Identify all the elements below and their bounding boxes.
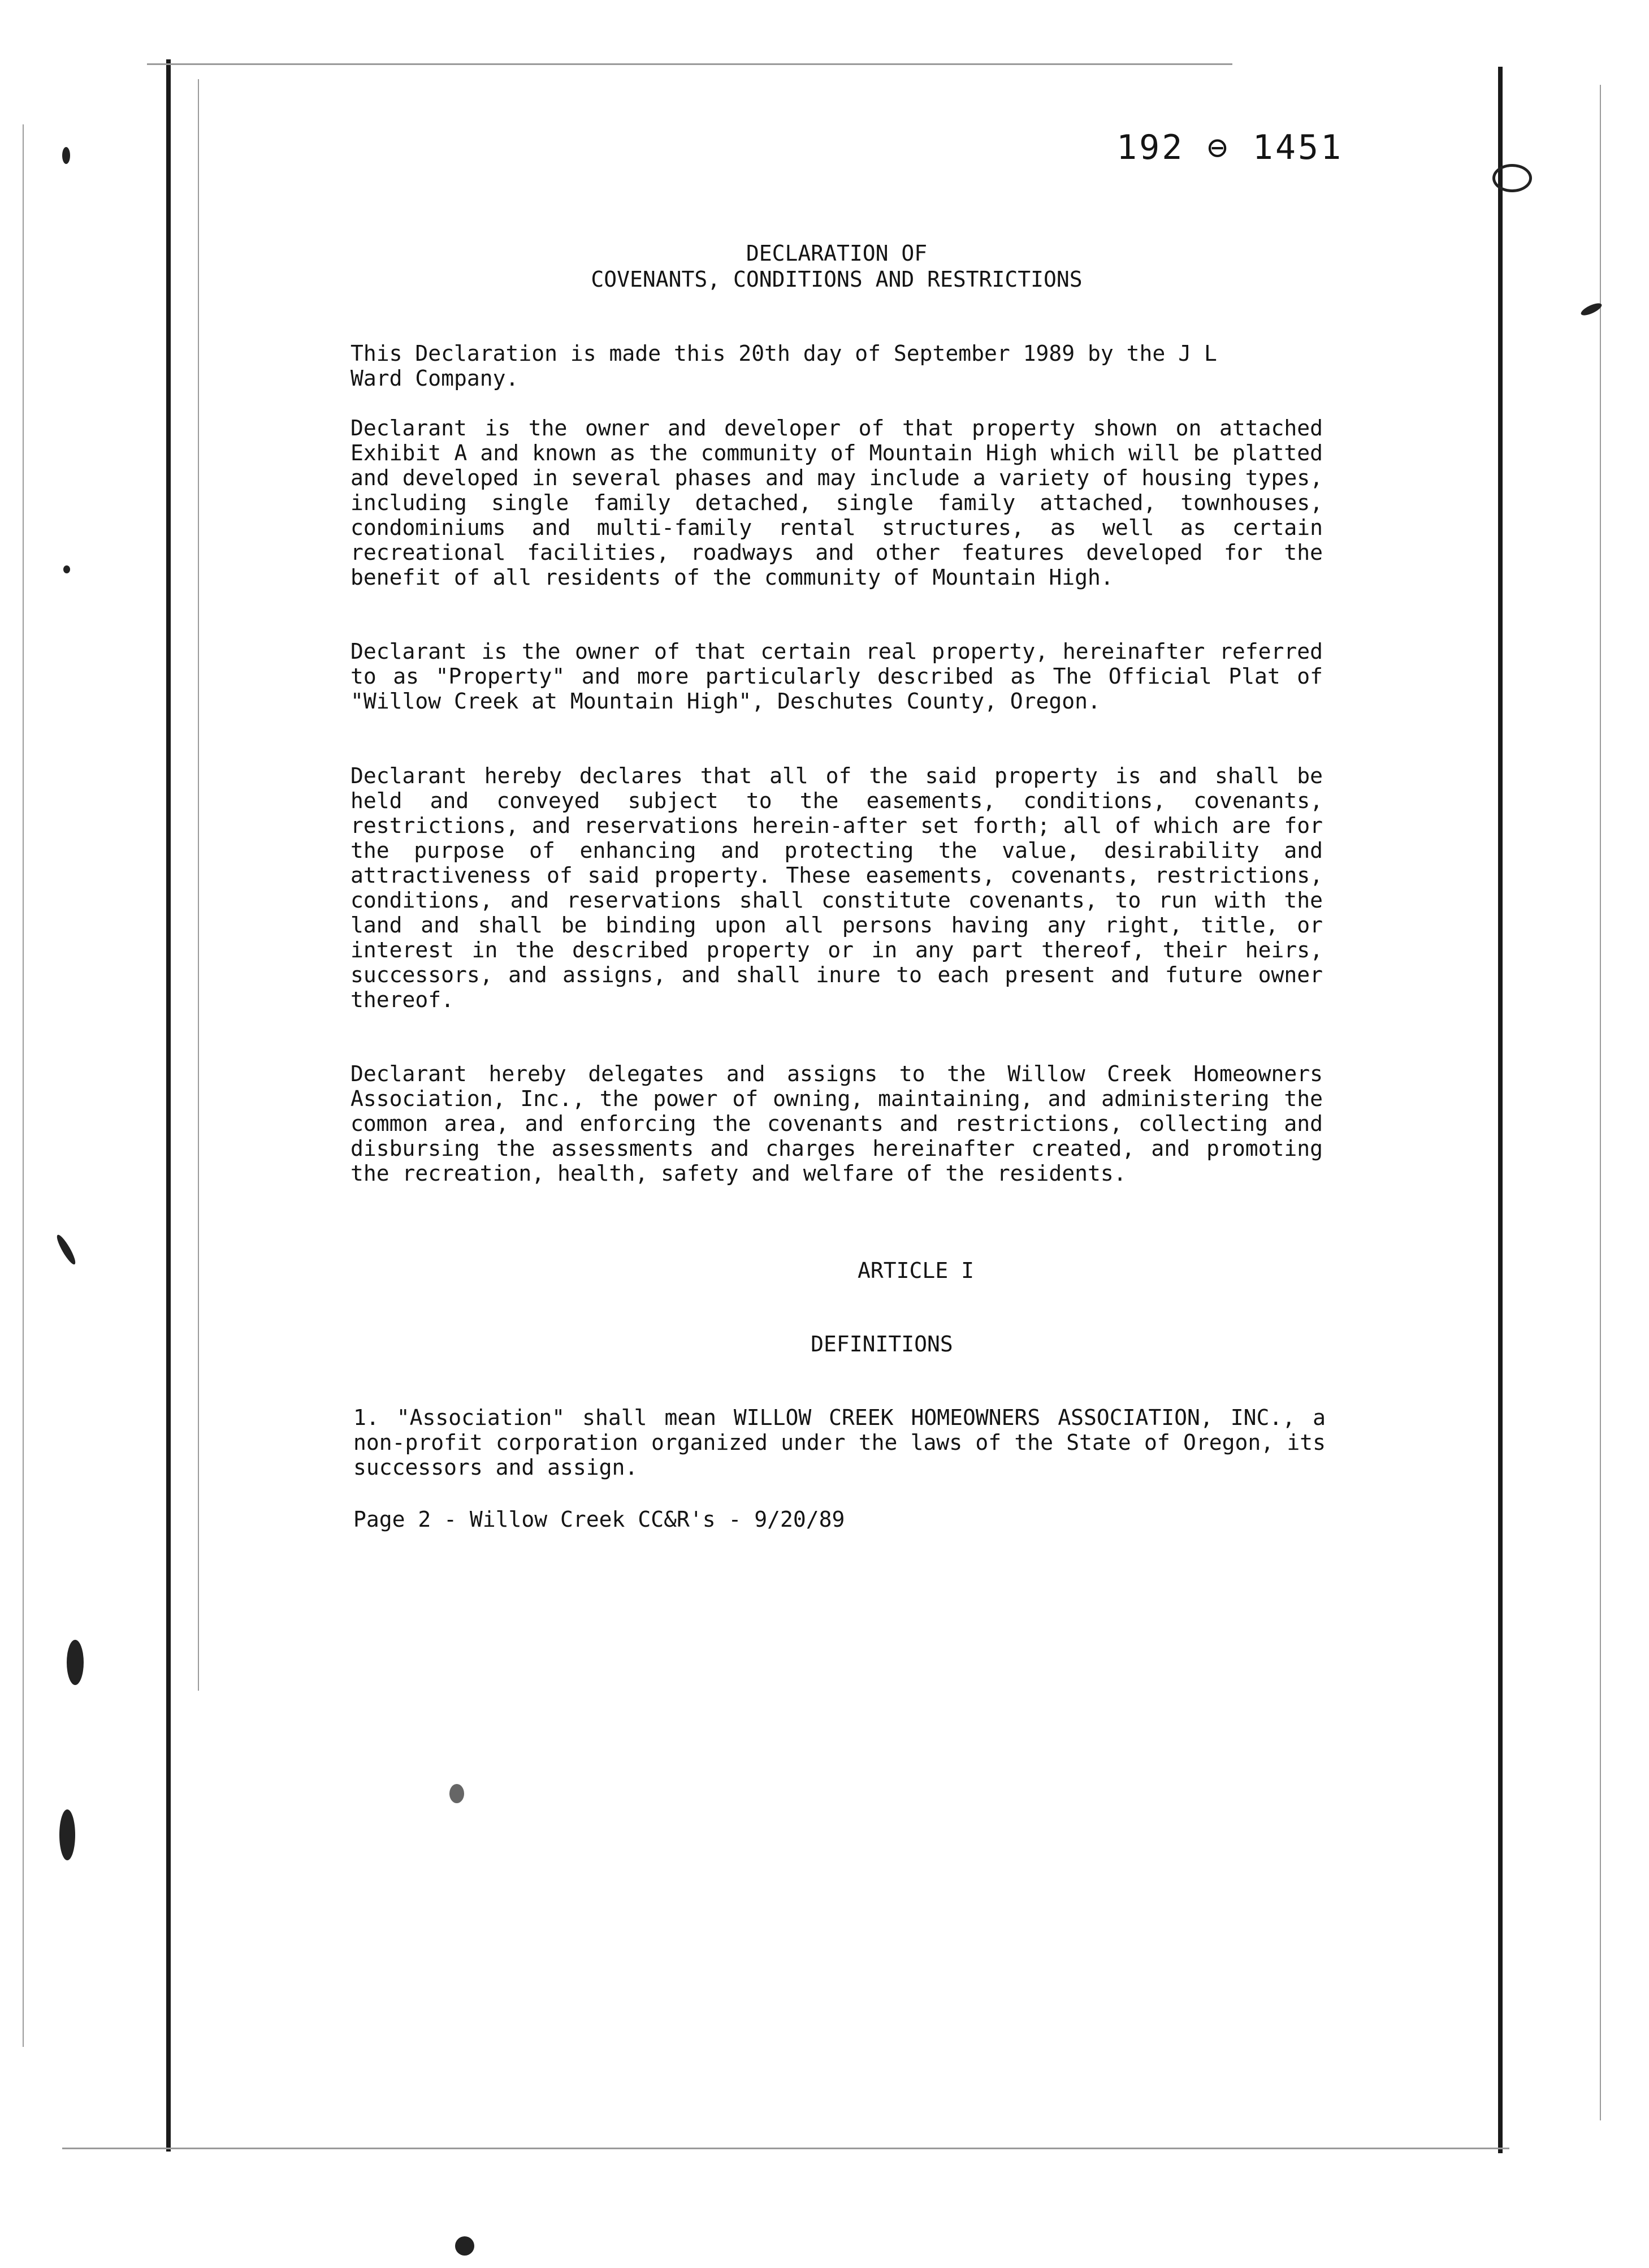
article-title: DEFINITIONS: [811, 1332, 953, 1357]
margin-smudge: [449, 1784, 464, 1803]
recording-number: 192 ⊖ 1451: [1116, 128, 1344, 167]
bottom-scan-edge: [62, 2148, 1509, 2149]
left-scan-border: [166, 59, 171, 2152]
margin-smudge: [67, 1640, 84, 1685]
page-footer: Page 2 - Willow Creek CC&R's - 9/20/89: [353, 1507, 845, 1532]
top-scan-edge: [147, 63, 1232, 65]
margin-smudge: [455, 2236, 474, 2256]
intro-paragraph: This Declaration is made this 20th day of September 1989 by the J L Ward Company.: [350, 341, 1217, 391]
far-left-edge: [23, 124, 24, 2047]
margin-smudge: [63, 565, 70, 573]
margin-smudge: [59, 1809, 75, 1860]
title-line-1: DECLARATION OF: [746, 241, 928, 266]
margin-smudge: [62, 147, 70, 164]
delegation-paragraph: Declarant hereby delegates and assigns to the Willow Creek Homeowners Association, Inc., the power of owning, maintaining, and administering the common area, and enforcing the covenants and restrictions, collecting and disbursing the assessments and charges hereinafter created, and promoting the recreation, health, safety and welfare of the residents.: [350, 1061, 1323, 1186]
right-scan-border: [1498, 67, 1503, 2153]
title-line-2: COVENANTS, CONDITIONS AND RESTRICTIONS: [591, 267, 1083, 292]
margin-smudge: [54, 1233, 78, 1267]
margin-smudge: [1492, 164, 1532, 192]
definition-item: 1. "Association" shall mean WILLOW CREEK HOMEOWNERS ASSOCIATION, INC., a non-profit corporation organized under the laws of the State of Oregon, its successors and assign.: [353, 1405, 1326, 1480]
far-right-edge: [1600, 85, 1601, 2120]
article-number: ARTICLE I: [858, 1258, 974, 1283]
property-paragraph: Declarant is the owner of that certain real property, hereinafter referred to as "Property" and more particularly described as The Official Plat of "Willow Creek at Mountain High", Deschutes County, Oregon.: [350, 639, 1323, 714]
declaration-paragraph: Declarant hereby declares that all of the said property is and shall be held and conveyed subject to the easements, conditions, covenants, restrictions, and reservations herein-after set forth; all of which are for the purpose of enhancing and protecting the value, desirability and attractiveness of said property. These easements, covenants, restrictions, conditions, and reservations shall constitute covenants, to run with the land and shall be binding upon all persons having any right, title, or interest in the described property or in any part thereof, their heirs, successors, and assigns, and shall inure to each present and future owner thereof.: [350, 763, 1323, 1012]
document-title: [350, 240, 1323, 292]
inner-left-edge: [198, 79, 199, 1691]
owner-paragraph: Declarant is the owner and developer of that property shown on attached Exhibit A and known as the community of Mountain High which will be platted and developed in several phases and may include a variety of housing types, including single family detached, single family attached, townhouses, condominiums and multi-family rental structures, as well as certain recreational facilities, roadways and other features developed for the benefit of all residents of the community of Mountain High.: [350, 416, 1323, 590]
